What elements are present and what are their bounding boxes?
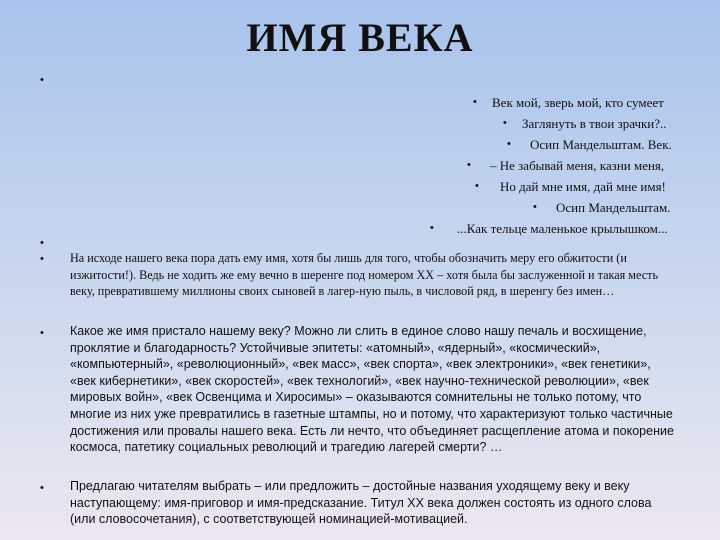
poem-line: Осип Мандельштам. Век.: [530, 137, 672, 152]
paragraph-1: На исходе нашего века пора дать ему имя, хотя бы лишь для того, чтобы обозначить меру его обжитости (и изжитости!). Ведь не ходить же ему вечно в шеренге под номером ХХ – хотя была бы заслуженной и такая месть веку, превратившему миллионы своих сыновей в лагер-ную пыль, в числовой ряд, в шеренгу без имен…: [70, 251, 659, 299]
bullet-empty-1: •: [40, 74, 44, 86]
bullet-paragraph-2: •: [40, 327, 44, 339]
paragraph-3: Предлагаю читателям выбрать – или предложить – достойные названия уходящему веку и веку наступающему: имя-приговор и имя-предсказание. Титул XX века должен состоять из одного слова (или словосочетания), с соответствующей номинацией-мотивацией.: [70, 479, 652, 527]
poem-line: Но дай мне имя, дай мне имя!: [500, 179, 666, 194]
bullet-poem-2: •: [503, 117, 507, 129]
bullet-poem-5: •: [475, 180, 479, 192]
page-title: ИМЯ ВЕКА: [246, 15, 474, 60]
bullet-poem-1: •: [473, 96, 477, 108]
poem-line: Век мой, зверь мой, кто сумеет: [492, 95, 664, 110]
bullet-paragraph-1: •: [40, 253, 44, 265]
poem-line: – Не забывай меня, казни меня,: [490, 158, 665, 173]
bullet-poem-3: •: [507, 138, 511, 150]
poem-line: ...Как тельце маленькое крылышком...: [457, 221, 668, 236]
bullet-poem-7: •: [430, 222, 434, 234]
paragraph-2: Какое же имя пристало нашему веку? Можно ли слить в единое слово нашу печаль и восхищение, проклятие и благодарность? Устойчивые эпитеты: «атомный», «ядерный», «космический», «компьютерный», «революционный», «век масс», «век спорта», «век электроники», «век генетики», «век кибернетики», «век скоростей», «век технологий», «век научно-технической революции», «век мировых войн», «век Освенцима и Хиросимы» – оказываются сомнительны не только потому, что многие из них уже превратились в газетные штампы, но и потому, что характеризуют только частичные достижения или провалы нашего века. Есть ли нечто, что объединяет расщепление атома и покорение космоса, патетику социальных революций и трагедию лагерей смерти? …: [70, 324, 674, 455]
bullet-paragraph-3: •: [40, 482, 44, 494]
bullet-poem-6: •: [533, 201, 537, 213]
poem-line: Заглянуть в твои зрачки?..: [522, 116, 667, 131]
bullet-poem-4: •: [467, 159, 471, 171]
poem-line: Осип Мандельштам.: [556, 200, 671, 215]
bullet-empty-2: •: [40, 237, 44, 249]
